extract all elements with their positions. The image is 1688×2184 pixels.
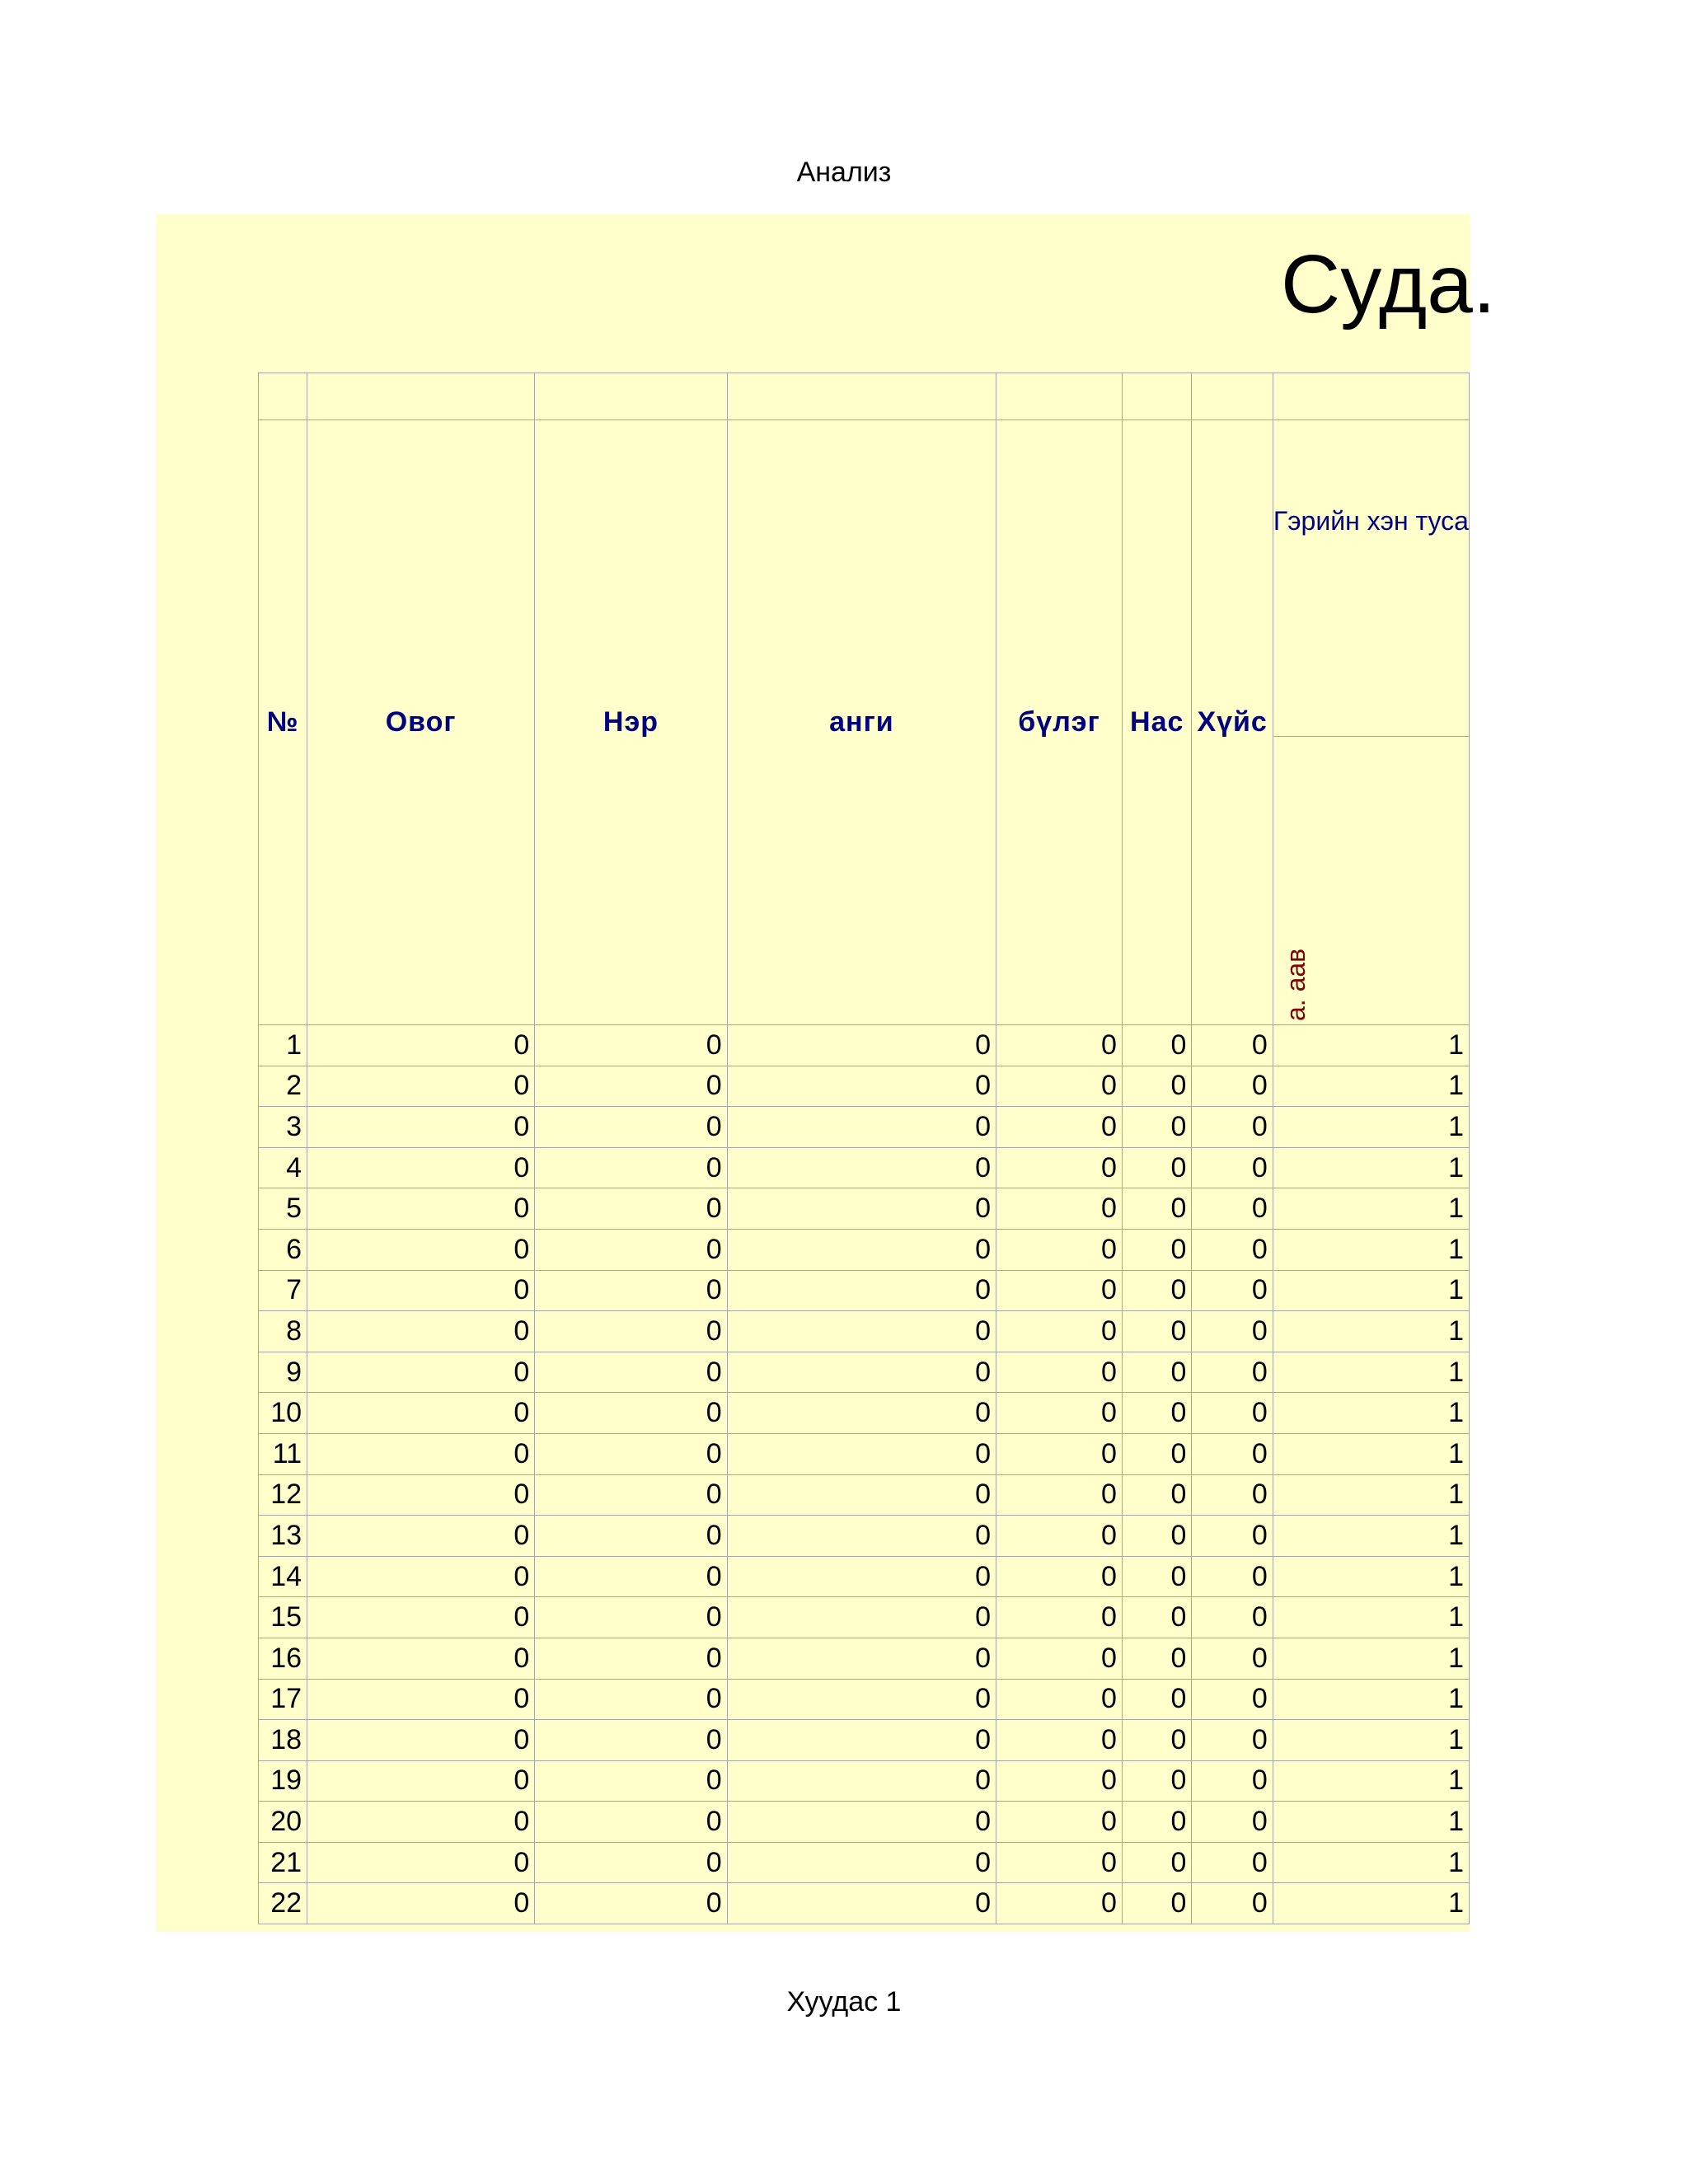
cell-nas[interactable]: 0 [1122, 1474, 1192, 1516]
cell-aav[interactable]: 1 [1273, 1802, 1469, 1843]
cell-no[interactable]: 22 [259, 1883, 307, 1924]
cell-nas[interactable]: 0 [1122, 1188, 1192, 1230]
cell-aav[interactable]: 1 [1273, 1229, 1469, 1270]
cell-buleg[interactable]: 0 [996, 1720, 1123, 1761]
cell-ner[interactable]: 0 [535, 1147, 727, 1188]
header-angi[interactable]: анги [727, 420, 996, 1025]
cell-aav[interactable]: 1 [1273, 1597, 1469, 1638]
cell-khuis[interactable]: 0 [1192, 1638, 1273, 1679]
cell-nas[interactable]: 0 [1122, 1556, 1192, 1597]
table-row [259, 1066, 1470, 1107]
cell-aav[interactable]: 1 [1273, 1760, 1469, 1802]
cell-buleg[interactable]: 0 [996, 1516, 1123, 1557]
cell-no[interactable]: 4 [259, 1147, 307, 1188]
cell-ner[interactable]: 0 [535, 1270, 727, 1311]
cell-ner[interactable]: 0 [535, 1516, 727, 1557]
table-row [259, 1638, 1470, 1679]
cell-ner[interactable]: 0 [535, 1311, 727, 1352]
cell-khuis[interactable]: 0 [1192, 1270, 1273, 1311]
cell-angi[interactable]: 0 [727, 1883, 996, 1924]
cell-nas[interactable]: 0 [1122, 1107, 1192, 1148]
cell-nas[interactable]: 0 [1122, 1720, 1192, 1761]
cell-angi[interactable]: 0 [727, 1107, 996, 1148]
cell-khuis[interactable]: 0 [1192, 1842, 1273, 1883]
cell-buleg[interactable]: 0 [996, 1025, 1123, 1066]
table-row [259, 1516, 1470, 1557]
cell-nas[interactable]: 0 [1122, 1066, 1192, 1107]
cell-ner[interactable]: 0 [535, 1188, 727, 1230]
cell-angi[interactable]: 0 [727, 1760, 996, 1802]
cell-nas[interactable]: 0 [1122, 1147, 1192, 1188]
cell-khuis[interactable]: 0 [1192, 1147, 1273, 1188]
table-row [259, 1270, 1470, 1311]
cell-ner[interactable]: 0 [535, 1883, 727, 1924]
cell-aav[interactable]: 1 [1273, 1393, 1469, 1434]
cell-ner[interactable]: 0 [535, 1433, 727, 1474]
cell[interactable] [535, 373, 727, 420]
cell[interactable] [996, 373, 1123, 420]
cell-ner[interactable]: 0 [535, 1229, 727, 1270]
table-row [259, 1474, 1470, 1516]
cell-buleg[interactable]: 0 [996, 1311, 1123, 1352]
cell-ner[interactable]: 0 [535, 1720, 727, 1761]
cell-buleg[interactable]: 0 [996, 1433, 1123, 1474]
header-ner[interactable]: Нэр [535, 420, 727, 1025]
cell-ner[interactable]: 0 [535, 1556, 727, 1597]
cell-buleg[interactable]: 0 [996, 1393, 1123, 1434]
cell-angi[interactable]: 0 [727, 1352, 996, 1393]
cell-ovog[interactable]: 0 [307, 1516, 535, 1557]
cell-angi[interactable]: 0 [727, 1270, 996, 1311]
cell-ner[interactable]: 0 [535, 1597, 727, 1638]
cell-angi[interactable]: 0 [727, 1679, 996, 1720]
cell-aav[interactable]: 1 [1273, 1638, 1469, 1679]
cell-buleg[interactable]: 0 [996, 1679, 1123, 1720]
cell-khuis[interactable]: 0 [1192, 1311, 1273, 1352]
cell-ovog[interactable]: 0 [307, 1311, 535, 1352]
cell-no[interactable]: 6 [259, 1229, 307, 1270]
header-khuis[interactable]: Хүйс [1192, 420, 1273, 1025]
cell[interactable] [1192, 373, 1273, 420]
cell-ovog[interactable]: 0 [307, 1066, 535, 1107]
cell-angi[interactable]: 0 [727, 1025, 996, 1066]
cell-angi[interactable]: 0 [727, 1802, 996, 1843]
cell-khuis[interactable]: 0 [1192, 1352, 1273, 1393]
cell-khuis[interactable]: 0 [1192, 1107, 1273, 1148]
cell-ner[interactable]: 0 [535, 1066, 727, 1107]
header-ovog[interactable]: Овог [307, 420, 535, 1025]
cell-nas[interactable]: 0 [1122, 1393, 1192, 1434]
cell-ner[interactable]: 0 [535, 1352, 727, 1393]
cell-angi[interactable]: 0 [727, 1433, 996, 1474]
cell-no[interactable]: 9 [259, 1352, 307, 1393]
cell-khuis[interactable]: 0 [1192, 1720, 1273, 1761]
cell-no[interactable]: 13 [259, 1516, 307, 1557]
cell-ovog[interactable]: 0 [307, 1556, 535, 1597]
cell-ner[interactable]: 0 [535, 1679, 727, 1720]
cell-aav[interactable]: 1 [1273, 1474, 1469, 1516]
cell-khuis[interactable]: 0 [1192, 1597, 1273, 1638]
cell-no[interactable]: 15 [259, 1597, 307, 1638]
cell-no[interactable]: 8 [259, 1311, 307, 1352]
cell-khuis[interactable]: 0 [1192, 1760, 1273, 1802]
cell-aav[interactable]: 1 [1273, 1025, 1469, 1066]
cell-no[interactable]: 14 [259, 1556, 307, 1597]
cell-khuis[interactable]: 0 [1192, 1229, 1273, 1270]
cell-khuis[interactable]: 0 [1192, 1474, 1273, 1516]
table-row [259, 1188, 1470, 1230]
cell-ovog[interactable]: 0 [307, 1393, 535, 1434]
cell-ovog[interactable]: 0 [307, 1229, 535, 1270]
cell-buleg[interactable]: 0 [996, 1352, 1123, 1393]
cell-angi[interactable]: 0 [727, 1229, 996, 1270]
cell-no[interactable]: 20 [259, 1802, 307, 1843]
cell-khuis[interactable]: 0 [1192, 1393, 1273, 1434]
cell-buleg[interactable]: 0 [996, 1270, 1123, 1311]
cell-no[interactable]: 3 [259, 1107, 307, 1148]
cell[interactable] [259, 373, 307, 420]
cell[interactable] [1122, 373, 1192, 420]
cell-nas[interactable]: 0 [1122, 1229, 1192, 1270]
cell-nas[interactable]: 0 [1122, 1270, 1192, 1311]
cell-buleg[interactable]: 0 [996, 1107, 1123, 1148]
cell-aav[interactable]: 1 [1273, 1883, 1469, 1924]
header-aav[interactable] [1273, 737, 1469, 1025]
cell-buleg[interactable]: 0 [996, 1229, 1123, 1270]
cell-nas[interactable]: 0 [1122, 1638, 1192, 1679]
cell-aav[interactable]: 1 [1273, 1556, 1469, 1597]
table-row [259, 1802, 1470, 1843]
cell-khuis[interactable]: 0 [1192, 1883, 1273, 1924]
cell-buleg[interactable]: 0 [996, 1883, 1123, 1924]
table-row [259, 1229, 1470, 1270]
cell-nas[interactable]: 0 [1122, 1679, 1192, 1720]
page-header: Анализ [796, 157, 892, 188]
cell-ner[interactable]: 0 [535, 1842, 727, 1883]
blank-row [259, 373, 1470, 420]
cell-nas[interactable]: 0 [1122, 1433, 1192, 1474]
cell-aav[interactable]: 1 [1273, 1679, 1469, 1720]
table-row [259, 1760, 1470, 1802]
cell-ner[interactable]: 0 [535, 1760, 727, 1802]
cell-khuis[interactable]: 0 [1192, 1066, 1273, 1107]
cell[interactable] [1273, 373, 1469, 420]
cell-ner[interactable]: 0 [535, 1802, 727, 1843]
cell-ner[interactable]: 0 [535, 1393, 727, 1434]
cell-khuis[interactable]: 0 [1192, 1679, 1273, 1720]
cell-ovog[interactable]: 0 [307, 1802, 535, 1843]
header-buleg[interactable]: бүлэг [996, 420, 1123, 1025]
table-row [259, 1597, 1470, 1638]
cell-angi[interactable]: 0 [727, 1516, 996, 1557]
cell-buleg[interactable]: 0 [996, 1066, 1123, 1107]
cell-ovog[interactable]: 0 [307, 1679, 535, 1720]
cell-ovog[interactable]: 0 [307, 1270, 535, 1311]
cell-no[interactable]: 12 [259, 1474, 307, 1516]
cell-ovog[interactable]: 0 [307, 1107, 535, 1148]
table-row [259, 1147, 1470, 1188]
table-row [259, 1352, 1470, 1393]
cell-aav[interactable]: 1 [1273, 1720, 1469, 1761]
cell-khuis[interactable]: 0 [1192, 1433, 1273, 1474]
cell-aav[interactable]: 1 [1273, 1188, 1469, 1230]
cell-ovog[interactable]: 0 [307, 1842, 535, 1883]
cell-ovog[interactable]: 0 [307, 1025, 535, 1066]
cell-no[interactable]: 10 [259, 1393, 307, 1434]
header-nas[interactable]: Нас [1122, 420, 1192, 1025]
cell-buleg[interactable]: 0 [996, 1147, 1123, 1188]
table-row [259, 1025, 1470, 1066]
cell-angi[interactable]: 0 [727, 1597, 996, 1638]
cell-khuis[interactable]: 0 [1192, 1802, 1273, 1843]
cell-aav[interactable]: 1 [1273, 1066, 1469, 1107]
cell-ovog[interactable]: 0 [307, 1638, 535, 1679]
cell-buleg[interactable]: 0 [996, 1597, 1123, 1638]
header-no[interactable]: № [259, 420, 307, 1025]
spreadsheet-area [156, 214, 1496, 1932]
cell-angi[interactable]: 0 [727, 1638, 996, 1679]
cell-ovog[interactable]: 0 [307, 1720, 535, 1761]
cell-no[interactable]: 21 [259, 1842, 307, 1883]
cell-nas[interactable]: 0 [1122, 1760, 1192, 1802]
cell-buleg[interactable]: 0 [996, 1842, 1123, 1883]
cell-ner[interactable]: 0 [535, 1638, 727, 1679]
cell[interactable] [727, 373, 996, 420]
cell-khuis[interactable]: 0 [1192, 1556, 1273, 1597]
cell-aav[interactable]: 1 [1273, 1516, 1469, 1557]
table-row [259, 1720, 1470, 1761]
data-table [258, 373, 1470, 1924]
page-footer: Хуудас 1 [786, 1986, 902, 2018]
cell[interactable] [307, 373, 535, 420]
cell-ovog[interactable]: 0 [307, 1474, 535, 1516]
cell-buleg[interactable]: 0 [996, 1760, 1123, 1802]
table-row [259, 1433, 1470, 1474]
cell-ner[interactable]: 0 [535, 1025, 727, 1066]
cell-ovog[interactable]: 0 [307, 1433, 535, 1474]
cell-ner[interactable]: 0 [535, 1107, 727, 1148]
sheet-title: Суда. [1281, 238, 1496, 330]
cell-no[interactable]: 16 [259, 1638, 307, 1679]
cell-aav[interactable]: 1 [1273, 1842, 1469, 1883]
cell-nas[interactable]: 0 [1122, 1883, 1192, 1924]
cell-angi[interactable]: 0 [727, 1147, 996, 1188]
cell-buleg[interactable]: 0 [996, 1802, 1123, 1843]
table-row [259, 1883, 1470, 1924]
cell-nas[interactable]: 0 [1122, 1802, 1192, 1843]
header-row [259, 420, 1470, 737]
table-row [259, 1842, 1470, 1883]
cell-khuis[interactable]: 0 [1192, 1516, 1273, 1557]
table-row [259, 1556, 1470, 1597]
cell-aav[interactable]: 1 [1273, 1107, 1469, 1148]
cell-no[interactable]: 19 [259, 1760, 307, 1802]
cell-no[interactable]: 11 [259, 1433, 307, 1474]
table-row [259, 1311, 1470, 1352]
cell-angi[interactable]: 0 [727, 1311, 996, 1352]
cell-angi[interactable]: 0 [727, 1066, 996, 1107]
header-family-group[interactable]: Гэрийн хэн туса [1273, 420, 1469, 737]
cell-nas[interactable]: 0 [1122, 1025, 1192, 1066]
cell-ovog[interactable]: 0 [307, 1883, 535, 1924]
cell-aav[interactable]: 1 [1273, 1147, 1469, 1188]
cell-ovog[interactable]: 0 [307, 1597, 535, 1638]
header-aav-label: а. аав [1280, 948, 1311, 1021]
cell-angi[interactable]: 0 [727, 1842, 996, 1883]
cell-ovog[interactable]: 0 [307, 1352, 535, 1393]
cell-no[interactable]: 18 [259, 1720, 307, 1761]
cell-nas[interactable]: 0 [1122, 1352, 1192, 1393]
cell-ovog[interactable]: 0 [307, 1760, 535, 1802]
cell-khuis[interactable]: 0 [1192, 1188, 1273, 1230]
cell-nas[interactable]: 0 [1122, 1311, 1192, 1352]
cell-khuis[interactable]: 0 [1192, 1025, 1273, 1066]
cell-no[interactable]: 2 [259, 1066, 307, 1107]
cell-angi[interactable]: 0 [727, 1393, 996, 1434]
cell-no[interactable]: 17 [259, 1679, 307, 1720]
table-row [259, 1107, 1470, 1148]
cell-buleg[interactable]: 0 [996, 1556, 1123, 1597]
cell-aav[interactable]: 1 [1273, 1352, 1469, 1393]
cell-aav[interactable]: 1 [1273, 1433, 1469, 1474]
cell-angi[interactable]: 0 [727, 1474, 996, 1516]
cell-aav[interactable]: 1 [1273, 1311, 1469, 1352]
cell-nas[interactable]: 0 [1122, 1842, 1192, 1883]
cell-buleg[interactable]: 0 [996, 1188, 1123, 1230]
cell-no[interactable]: 1 [259, 1025, 307, 1066]
cell-no[interactable]: 7 [259, 1270, 307, 1311]
table-row [259, 1393, 1470, 1434]
cell-buleg[interactable]: 0 [996, 1474, 1123, 1516]
cell-nas[interactable]: 0 [1122, 1516, 1192, 1557]
cell-aav[interactable]: 1 [1273, 1270, 1469, 1311]
cell-ovog[interactable]: 0 [307, 1147, 535, 1188]
cell-nas[interactable]: 0 [1122, 1597, 1192, 1638]
cell-no[interactable]: 5 [259, 1188, 307, 1230]
table-row [259, 1679, 1470, 1720]
cell-angi[interactable]: 0 [727, 1556, 996, 1597]
cell-ner[interactable]: 0 [535, 1474, 727, 1516]
cell-buleg[interactable]: 0 [996, 1638, 1123, 1679]
cell-ovog[interactable]: 0 [307, 1188, 535, 1230]
cell-angi[interactable]: 0 [727, 1188, 996, 1230]
cell-angi[interactable]: 0 [727, 1720, 996, 1761]
